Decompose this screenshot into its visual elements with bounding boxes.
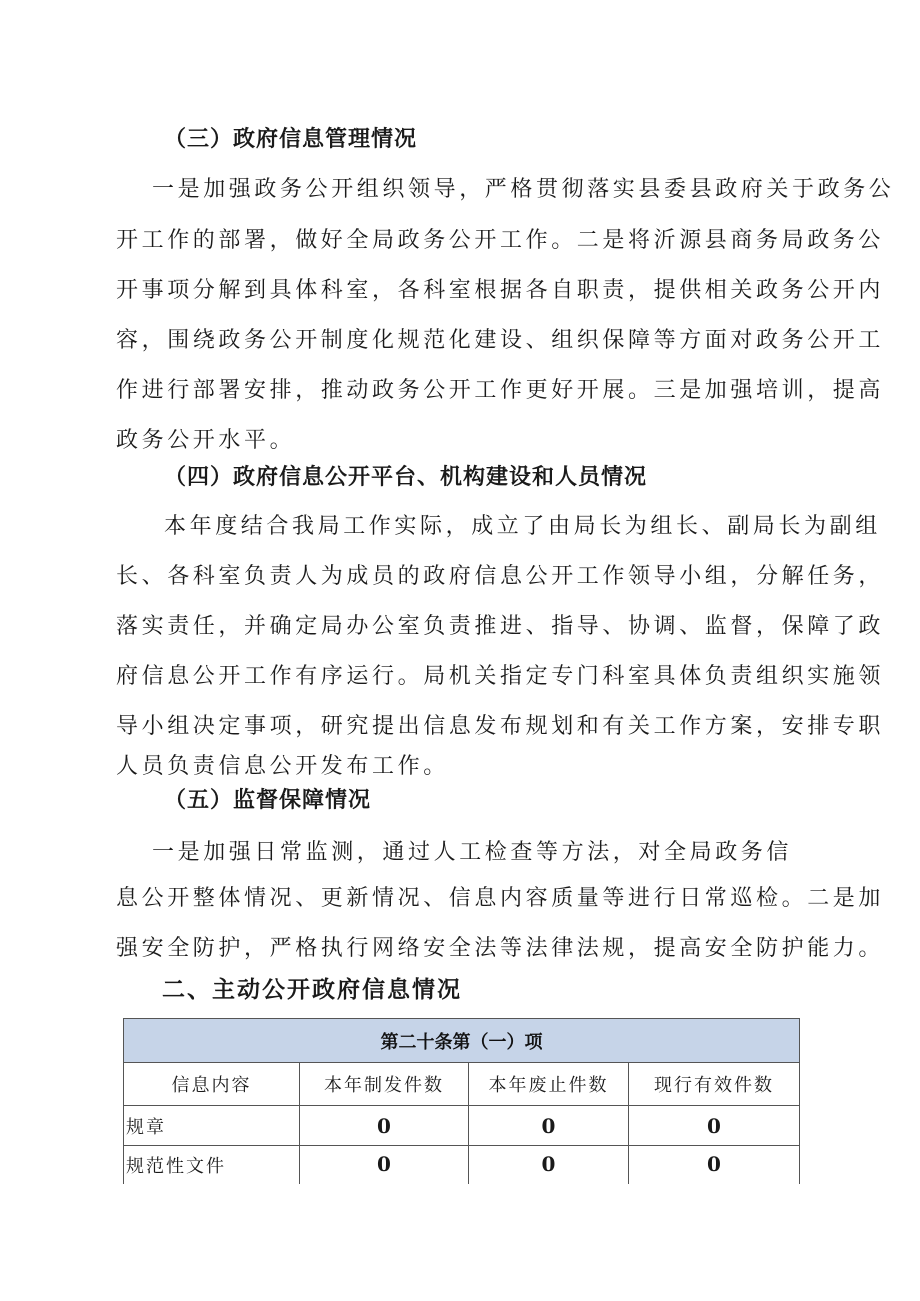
disclosure-table (123, 1018, 800, 1184)
column-header-info-content: 信息内容 (124, 1063, 300, 1106)
paragraph-line: 府信息公开工作有序运行。局机关指定专门科室具体负责组织实施领 (116, 664, 885, 689)
paragraph-line: 政务公开水平。 (116, 428, 296, 453)
cell-value: 0 (629, 1146, 800, 1185)
paragraph-line: 开事项分解到具体科室，各科室根据各自职责，提供相关政务公开内 (116, 278, 885, 303)
section-heading-4: （四）政府信息公开平台、机构建设和人员情况 (164, 465, 648, 490)
paragraph-line: 息公开整体情况、更新情况、信息内容质量等进行日常巡检。二是加 (116, 886, 885, 911)
cell-value: 0 (629, 1106, 800, 1146)
column-header-valid: 现行有效件数 (629, 1063, 800, 1106)
cell-value: 0 (300, 1106, 469, 1146)
paragraph-line: 长、各科室负责人为成员的政府信息公开工作领导小组，分解任务， (116, 564, 885, 589)
section-heading-3: （三）政府信息管理情况 (164, 127, 418, 152)
paragraph-line: 一是加强政务公开组织领导，严格贯彻落实县委县政府关于政务公 (152, 177, 895, 202)
paragraph-line: 本年度结合我局工作实际，成立了由局长为组长、副局长为副组 (164, 514, 881, 539)
column-header-abolished: 本年废止件数 (469, 1063, 629, 1106)
paragraph-line: 强安全防护，严格执行网络安全法等法律法规，提高安全防护能力。 (116, 936, 885, 961)
paragraph-line: 作进行部署安排，推动政务公开工作更好开展。三是加强培训，提高 (116, 378, 885, 403)
section-heading-5: （五）监督保障情况 (164, 788, 372, 813)
row-label: 规范性文件 (124, 1146, 300, 1185)
row-label: 规章 (124, 1106, 300, 1146)
paragraph-line: 落实责任，并确定局办公室负责推进、指导、协调、监督，保障了政 (116, 614, 885, 639)
table-title: 第二十条第（一）项 (124, 1019, 800, 1063)
paragraph-line: 人员负责信息公开发布工作。 (116, 754, 449, 779)
table-row (124, 1146, 800, 1185)
part-two-heading: 二、主动公开政府信息情况 (162, 977, 462, 1003)
column-header-issued: 本年制发件数 (300, 1063, 469, 1106)
paragraph-line: 导小组决定事项，研究提出信息发布规划和有关工作方案，安排专职 (116, 714, 885, 739)
cell-value: 0 (300, 1146, 469, 1185)
table-row (124, 1106, 800, 1146)
cell-value: 0 (469, 1146, 629, 1185)
paragraph-line: 开工作的部署，做好全局政务公开工作。二是将沂源县商务局政务公 (116, 228, 885, 253)
paragraph-line: 一是加强日常监测，通过人工检查等方法，对全局政务信 (152, 840, 793, 865)
cell-value: 0 (469, 1106, 629, 1146)
paragraph-line: 容，围绕政务公开制度化规范化建设、组织保障等方面对政务公开工 (116, 328, 885, 353)
